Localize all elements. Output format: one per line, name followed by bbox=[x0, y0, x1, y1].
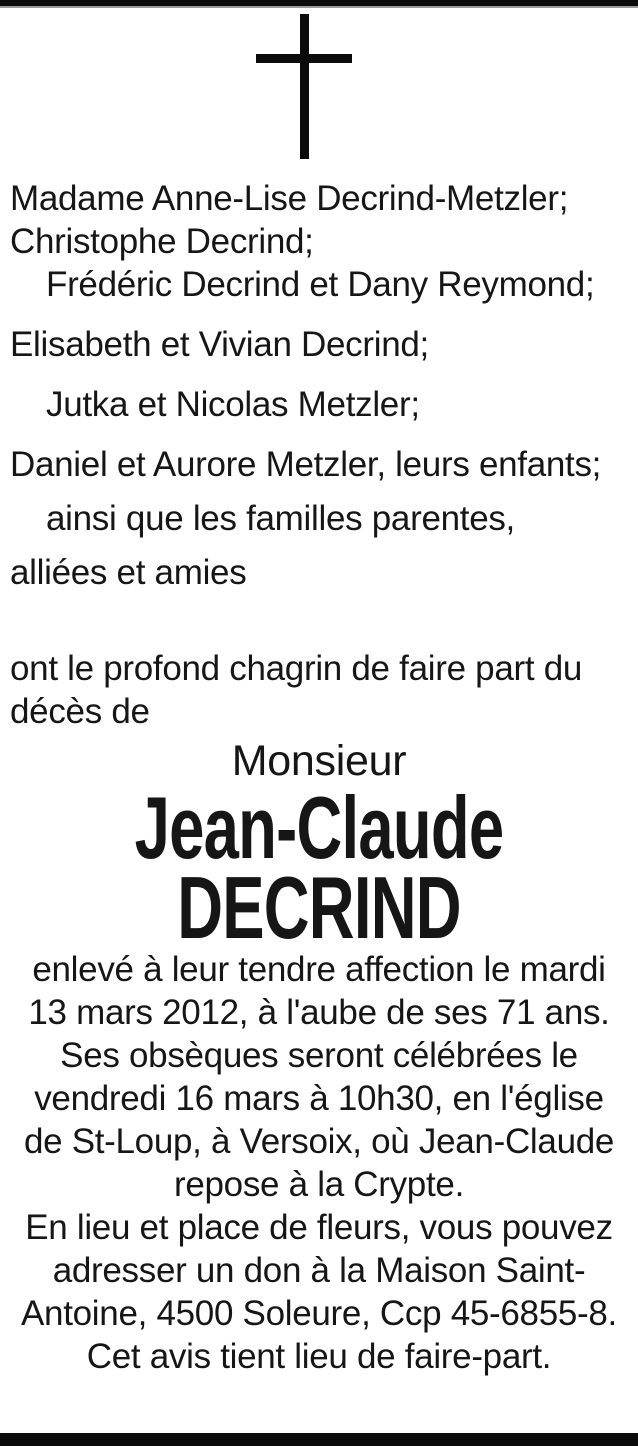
deceased-last-name: DECRIND bbox=[177, 858, 461, 957]
cross-vertical-beam bbox=[300, 14, 309, 159]
top-border-bar bbox=[0, 0, 638, 8]
bottom-border-bar bbox=[0, 1433, 638, 1446]
details-line: Antoine, 4500 Soleure, Ccp 45-6855-8. bbox=[21, 1294, 617, 1333]
cross-horizontal-beam bbox=[256, 54, 352, 63]
details-line: 13 mars 2012, à l'aube de ses 71 ans. bbox=[28, 993, 610, 1032]
family-name-line: Daniel et Aurore Metzler, leurs enfants; bbox=[10, 445, 602, 484]
latin-cross-icon bbox=[256, 14, 352, 159]
family-name-line: alliées et amies bbox=[10, 553, 247, 592]
details-line: Ses obsèques seront célébrées le bbox=[60, 1036, 578, 1075]
announcement-line: ont le profond chagrin de faire part du bbox=[10, 649, 583, 688]
family-name-line: Jutka et Nicolas Metzler; bbox=[46, 385, 420, 424]
family-name-line: Christophe Decrind; bbox=[10, 222, 314, 261]
honorific-title: Monsieur bbox=[231, 737, 407, 785]
family-name-line: Elisabeth et Vivian Decrind; bbox=[10, 325, 429, 364]
announcement-line: décès de bbox=[10, 692, 150, 731]
family-name-line: Madame Anne-Lise Decrind-Metzler; bbox=[10, 179, 569, 218]
details-line: adresser un don à la Maison Saint- bbox=[52, 1251, 586, 1290]
announcement-section bbox=[0, 647, 638, 733]
family-name-line: Frédéric Decrind et Dany Reymond; bbox=[46, 265, 595, 304]
details-line: de St-Loup, à Versoix, où Jean-Claude bbox=[23, 1122, 615, 1161]
family-names-section bbox=[0, 177, 638, 594]
details-line: Cet avis tient lieu de faire-part. bbox=[86, 1337, 552, 1376]
family-name-line: ainsi que les familles parentes, bbox=[46, 499, 515, 538]
details-section bbox=[0, 948, 638, 1378]
details-line: enlevé à leur tendre affection le mardi bbox=[32, 950, 606, 989]
details-line: En lieu et place de fleurs, vous pouvez bbox=[25, 1208, 613, 1247]
details-line: repose à la Crypte. bbox=[173, 1165, 464, 1204]
details-line: vendredi 16 mars à 10h30, en l'église bbox=[34, 1079, 604, 1118]
deceased-first-name: Jean-Claude bbox=[134, 778, 504, 877]
